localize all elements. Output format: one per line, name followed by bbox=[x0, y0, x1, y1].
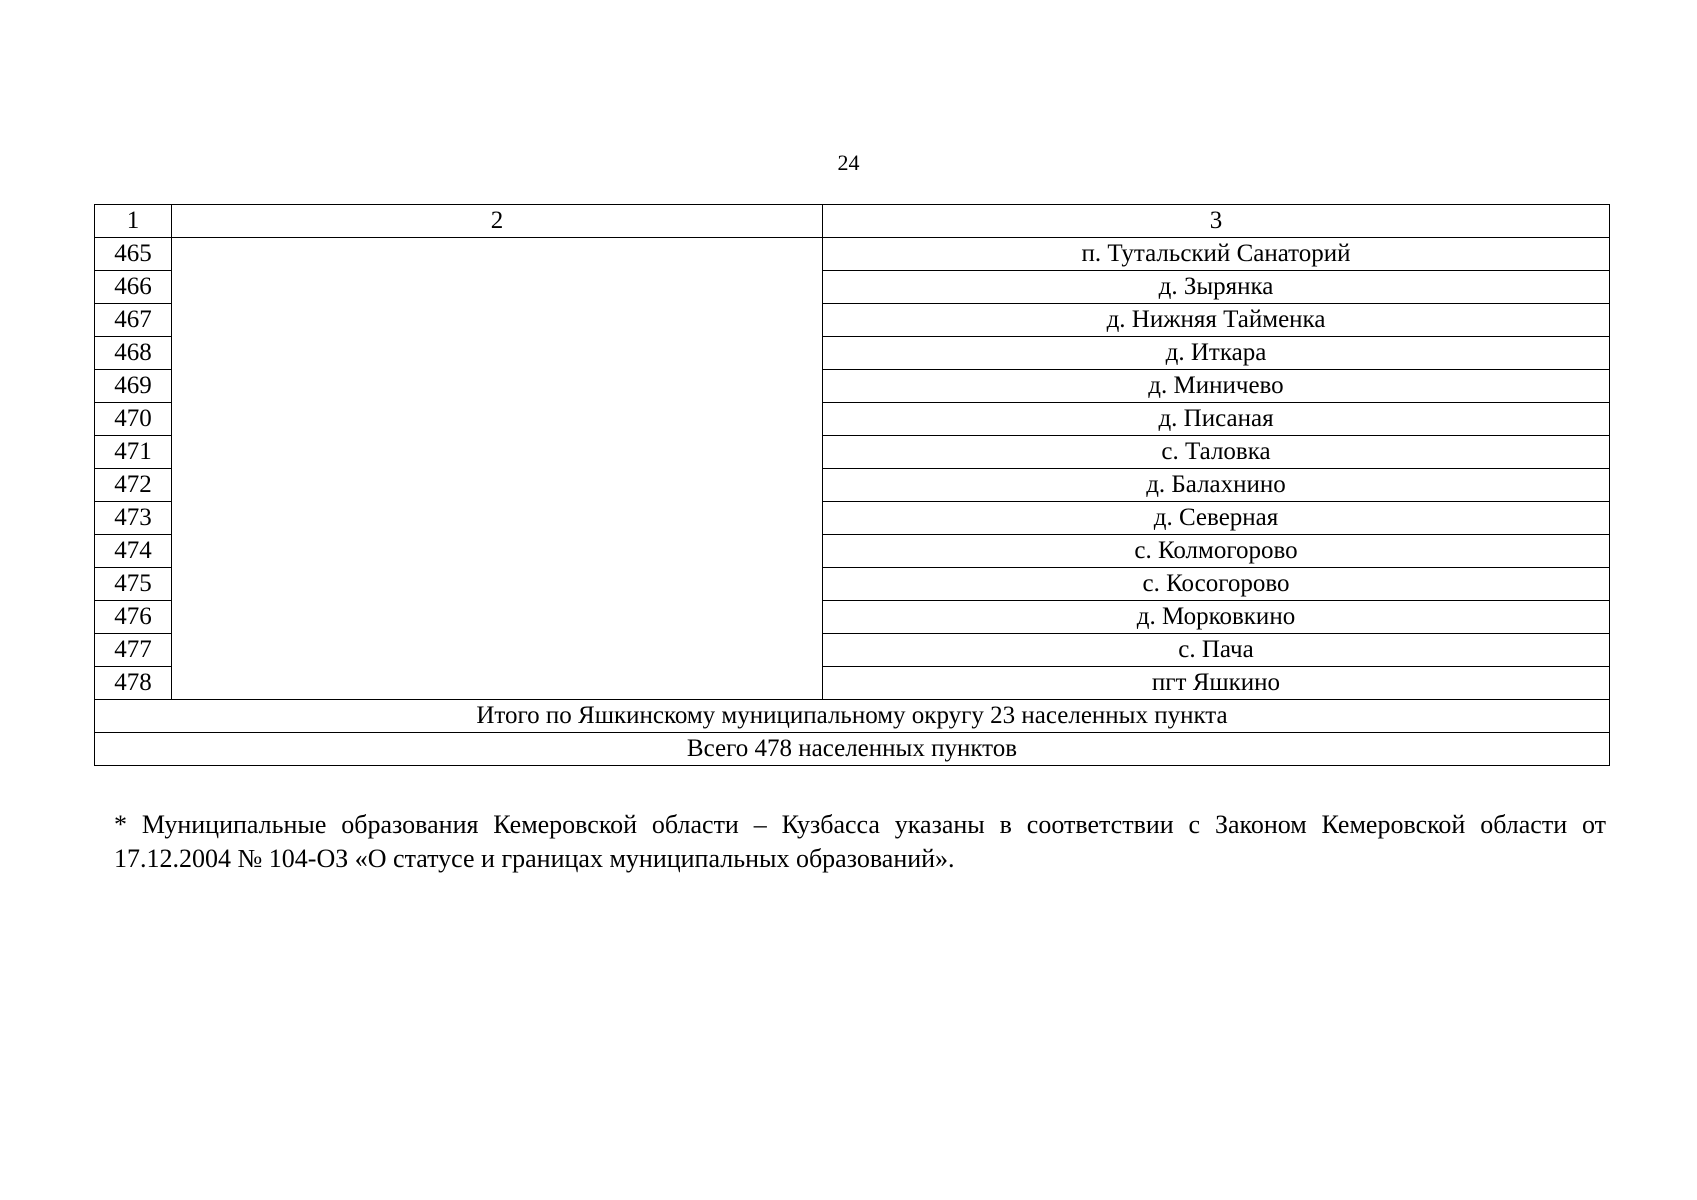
table-row bbox=[95, 238, 1610, 271]
settlement-name: д. Северная bbox=[823, 502, 1610, 535]
row-number: 470 bbox=[95, 403, 172, 436]
settlement-name: с. Косогорово bbox=[823, 568, 1610, 601]
row-number: 465 bbox=[95, 238, 172, 271]
settlement-name: д. Нижняя Тайменка bbox=[823, 304, 1610, 337]
header-col-2: 2 bbox=[172, 205, 823, 238]
row-number: 467 bbox=[95, 304, 172, 337]
row-number: 466 bbox=[95, 271, 172, 304]
settlement-name: д. Иткара bbox=[823, 337, 1610, 370]
table-body bbox=[95, 205, 1610, 766]
row-number: 471 bbox=[95, 436, 172, 469]
settlement-name: д. Писаная bbox=[823, 403, 1610, 436]
page-number: 24 bbox=[837, 150, 860, 175]
settlement-name: д. Миничево bbox=[823, 370, 1610, 403]
total-row bbox=[95, 733, 1610, 766]
settlement-name: п. Тутальский Санаторий bbox=[823, 238, 1610, 271]
header-col-3: 3 bbox=[823, 205, 1610, 238]
row-number: 475 bbox=[95, 568, 172, 601]
settlement-name: пгт Яшкино bbox=[823, 667, 1610, 700]
row-number: 477 bbox=[95, 634, 172, 667]
settlements-table bbox=[94, 204, 1610, 766]
row-number: 473 bbox=[95, 502, 172, 535]
row-number: 478 bbox=[95, 667, 172, 700]
settlement-name: д. Балахнино bbox=[823, 469, 1610, 502]
row-number: 468 bbox=[95, 337, 172, 370]
row-number: 472 bbox=[95, 469, 172, 502]
table-header-row bbox=[95, 205, 1610, 238]
settlement-name: с. Пача bbox=[823, 634, 1610, 667]
settlement-name: д. Зырянка bbox=[823, 271, 1610, 304]
subtotal-row bbox=[95, 700, 1610, 733]
total-cell: Всего 478 населенных пунктов bbox=[95, 733, 1610, 766]
settlement-name: с. Колмогорово bbox=[823, 535, 1610, 568]
footnote: * Муниципальные образования Кемеровской области – Кузбасса указаны в соответствии с Законом Кемеровской области от 17.12.2004 № 104-ОЗ «О статусе и границах муниципальных образований». bbox=[114, 810, 1606, 873]
settlement-name: д. Морковкино bbox=[823, 601, 1610, 634]
row-number: 476 bbox=[95, 601, 172, 634]
subtotal-cell: Итого по Яшкинскому муниципальному округу 23 населенных пункта bbox=[95, 700, 1610, 733]
row-number: 469 bbox=[95, 370, 172, 403]
municipality-cell bbox=[172, 238, 823, 700]
settlement-name: с. Таловка bbox=[823, 436, 1610, 469]
row-number: 474 bbox=[95, 535, 172, 568]
header-col-1: 1 bbox=[95, 205, 172, 238]
